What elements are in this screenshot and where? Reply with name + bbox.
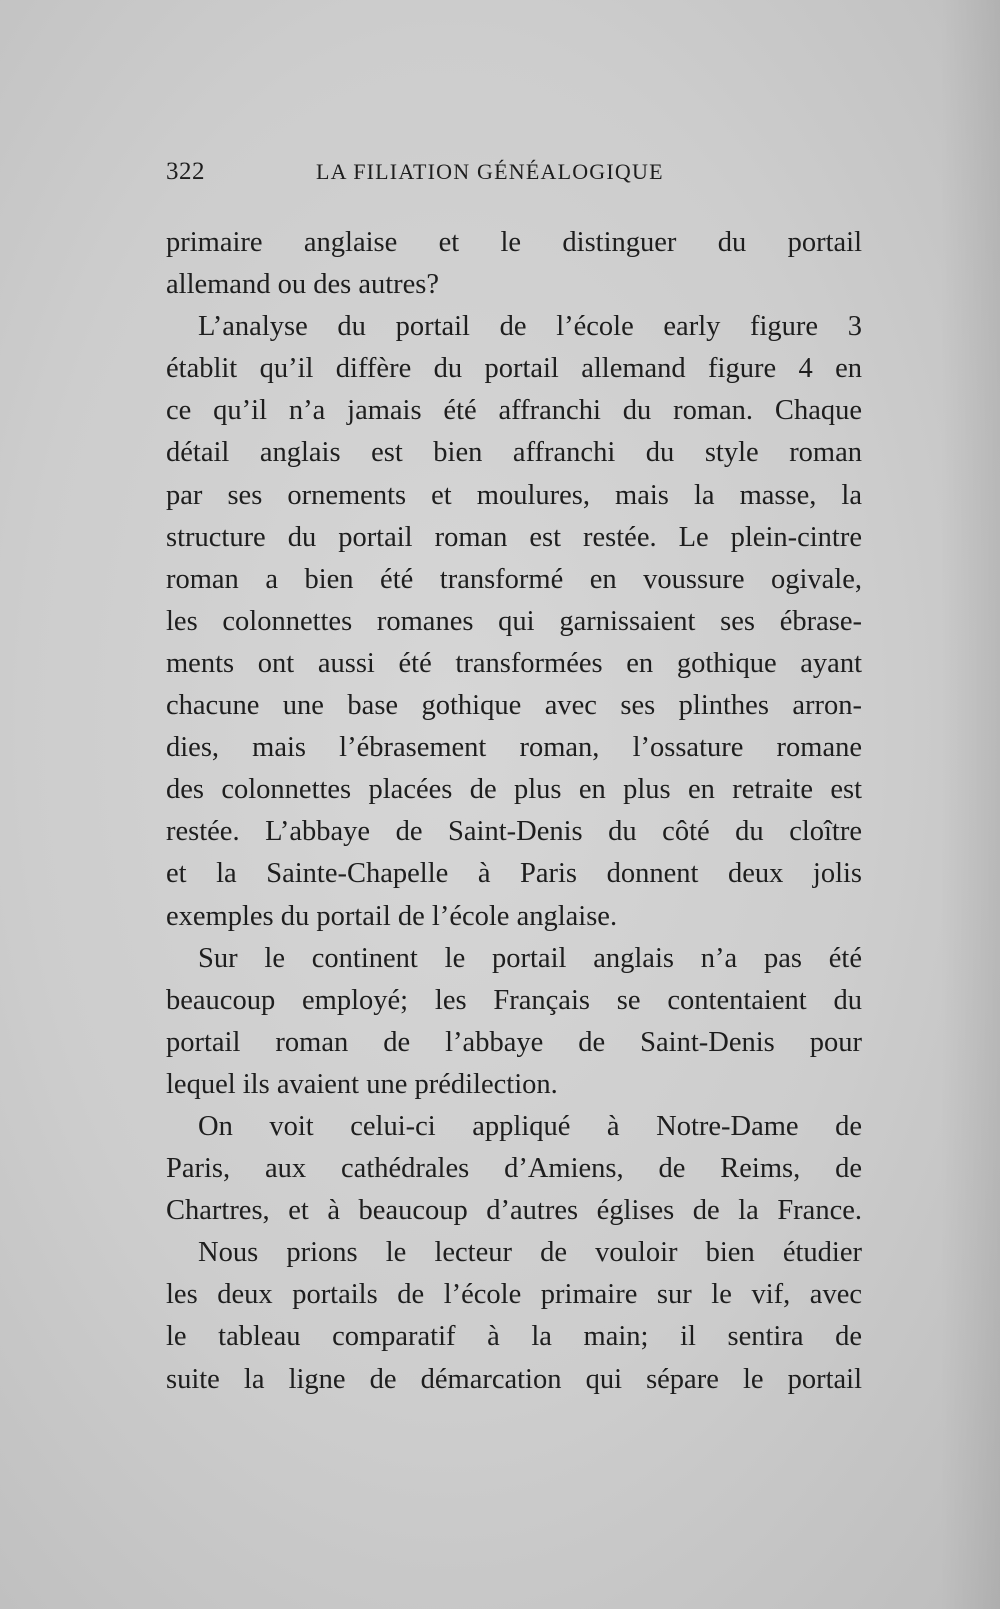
text-line: allemand ou des autres? <box>166 269 440 301</box>
running-title: LA FILIATION GÉNÉALOGIQUE <box>316 159 664 184</box>
text-line: primaire anglaise et le distinguer du portail <box>166 227 862 258</box>
text-line: exemples du portail de l’école anglaise. <box>166 900 618 932</box>
text-line: Sur le continent le portail anglais n’a pas été <box>198 942 862 974</box>
text-line: ce qu’il n’a jamais été affranchi du roman. Chaque <box>166 395 862 427</box>
text-line: L’analyse du portail de l’école early figure 3 <box>198 311 862 343</box>
text-line: détail anglais est bien affranchi du style roman <box>166 437 862 469</box>
body-text <box>166 222 862 1401</box>
text-line: ments ont aussi été transformées en gothique ayant <box>166 647 862 679</box>
text-line: les colonnettes romanes qui garnissaient ses ébrase- <box>166 605 862 637</box>
text-line: Paris, aux cathédrales d’Amiens, de Reims, de <box>166 1153 862 1185</box>
text-line: établit qu’il diffère du portail allemand figure 4 en <box>166 353 862 385</box>
running-header <box>166 152 866 192</box>
text-line: beaucoup employé; les Français se contentaient du <box>166 984 862 1016</box>
text-line: chacune une base gothique avec ses plinthes arron- <box>166 690 862 722</box>
text-line: restée. L’abbaye de Saint-Denis du côté du cloître <box>166 816 862 848</box>
text-line: On voit celui-ci appliqué à Notre-Dame de <box>198 1110 862 1142</box>
text-line: Nous prions le lecteur de vouloir bien étudier <box>198 1237 862 1269</box>
text-line: des colonnettes placées de plus en plus en retraite est <box>166 774 862 806</box>
text-line: le tableau comparatif à la main; il sentira de <box>166 1321 862 1353</box>
page-number: 322 <box>166 158 205 185</box>
text-line: et la Sainte-Chapelle à Paris donnent deux jolis <box>166 858 862 890</box>
text-line: par ses ornements et moulures, mais la masse, la <box>166 479 862 511</box>
text-line: les deux portails de l’école primaire sur le vif, avec <box>166 1279 862 1311</box>
text-line: suite la ligne de démarcation qui sépare le portail <box>166 1363 862 1395</box>
text-line: roman a bien été transformé en voussure ogivale, <box>166 563 862 595</box>
text-line: Chartres, et à beaucoup d’autres églises de la France. <box>166 1195 862 1227</box>
text-line: lequel ils avaient une prédilection. <box>166 1068 558 1100</box>
text-line: structure du portail roman est restée. Le plein-cintre <box>166 521 862 553</box>
text-line: dies, mais l’ébrasement roman, l’ossature romane <box>166 732 862 764</box>
text-line: portail roman de l’abbaye de Saint-Denis pour <box>166 1026 862 1058</box>
